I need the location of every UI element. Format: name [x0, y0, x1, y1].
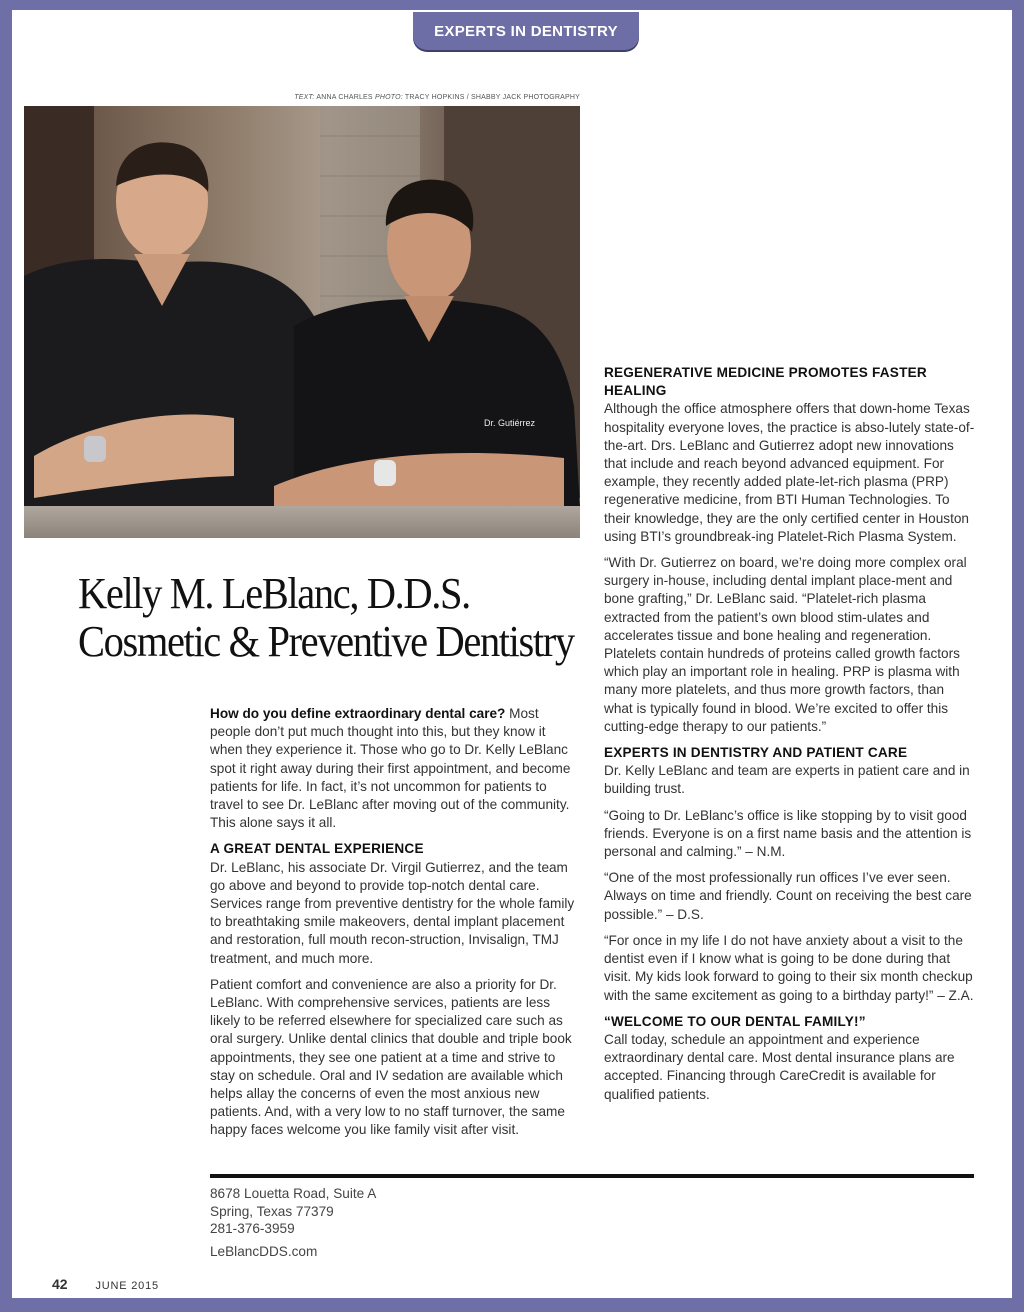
credit-text-label: TEXT:	[294, 94, 315, 101]
divider-rule	[210, 1174, 974, 1178]
address-city: Spring, Texas 77379	[210, 1203, 334, 1219]
scrub-embroidery: Dr. Gutiérrez	[484, 418, 536, 428]
paragraph-services: Dr. LeBlanc, his associate Dr. Virgil Gutierrez, and the team go above and beyond to provide top-notch dental care. Services range from preventive dentistry for the whole family to breathtaking smile makeovers, dental implant placement and restoration, full mouth recon-struction, Invisalign, TMJ treatment, and much more.	[210, 859, 575, 966]
section-tab-label: EXPERTS IN DENTISTRY	[434, 22, 618, 40]
dentists-illustration	[24, 106, 580, 538]
article-column-right	[604, 364, 976, 1112]
dentists-photo	[24, 106, 580, 538]
page-folio	[52, 1276, 159, 1292]
testimonial-nm: “Going to Dr. LeBlanc’s office is like stopping by to visit good friends. Everyone is on a first name basis and the attention is personal and calming.” – N.M.	[604, 807, 972, 860]
article-column-left	[210, 705, 578, 1148]
address-street: 8678 Louetta Road, Suite A	[210, 1186, 377, 1201]
paragraph-call-today: Call today, schedule an appointment and experience extraordinary dental care. Most dental insurance plans are accepted. Financing through CareCredit is available for qualified patients.	[604, 1031, 955, 1102]
headline-name: Kelly M. LeBlanc, D.D.S.	[78, 569, 470, 618]
credit-photo-label: PHOTO:	[374, 94, 403, 101]
subhead-welcome: “WELCOME TO OUR DENTAL FAMILY!”	[604, 1013, 866, 1029]
paragraph-prp-quote: “With Dr. Gutierrez on board, we’re doing more complex oral surgery in-house, including dental implant place-ment and bone grafting,” Dr. LeBlanc said. “Platelet-rich plasma extracted from the patient’s own blood stim-ulates and accelerates tissue and bone healing and regeneration. Platelets contain hundreds of proteins called growth factors which play an important role in healing. PRP is plasma with many more platelets, and thus more growth factors, than what is typically found in blood. We’re excited to offer this cutting-edge therapy to our patients.”	[604, 555, 967, 734]
photo-credit	[12, 94, 580, 101]
intro-text: Most people don’t put much thought into this, but they know it when they experience it. Those who go to Dr. Kelly LeBlanc spot it right away during their first appointment, and become patients for life. In fact, it’s not uncommon for patients to travel to see Dr. LeBlanc after moving out of the community. This alone says it all.	[210, 706, 571, 831]
headline-specialty: Cosmetic & Preventive Dentistry	[78, 617, 574, 666]
testimonial-za: “For once in my life I do not have anxiety about a visit to the dentist even if I know what is going to be done during that visit. My kids look forward to going to their six month checkup with the same excitement as going to a birthday party!” – Z.A.	[604, 932, 974, 1003]
subhead-great-experience: A GREAT DENTAL EXPERIENCE	[210, 841, 424, 857]
lead-question: How do you define extraordinary dental care?	[210, 706, 506, 721]
contact-phone: 281-376-3959	[210, 1221, 295, 1237]
intro-paragraph	[210, 705, 578, 832]
article-headline	[78, 570, 617, 666]
magazine-page	[12, 10, 1012, 1298]
paragraph-innovation: Although the office atmosphere offers that down-home Texas hospitality everyone loves, the practice is abso-lutely state-of-the-art. Drs. LeBlanc and Gutierrez adopt new innovations that include and reach beyond advanced equipment. For example, they recently added plate-let-rich plasma (PRP) regenerative medicine, from BTI Human Technologies. To their knowledge, they are the only certified center in Houston using BTI’s groundbreak-ing Platelet-Rich Plasma System.	[604, 401, 975, 544]
testimonial-ds: “One of the most professionally run offices I’ve ever seen. Always on time and friendly. Count on receiving the best care possible.” – D.S.	[604, 870, 972, 922]
page-number: 42	[52, 1276, 68, 1292]
subhead-regenerative: REGENERATIVE MEDICINE PROMOTES FASTER HEALING	[604, 365, 927, 399]
section-tab	[413, 12, 639, 50]
issue-date: JUNE 2015	[95, 1280, 159, 1292]
subhead-patient-care: EXPERTS IN DENTISTRY AND PATIENT CARE	[604, 745, 908, 761]
credit-photo-name: TRACY HOPKINS / SHABBY JACK PHOTOGRAPHY	[404, 94, 580, 101]
paragraph-trust: Dr. Kelly LeBlanc and team are experts in patient care and in building trust.	[604, 763, 970, 797]
contact-address	[210, 1185, 376, 1238]
credit-text-name: ANNA CHARLES	[316, 94, 373, 101]
paragraph-comfort: Patient comfort and convenience are also a priority for Dr. LeBlanc. With comprehensive services, patients are less likely to be referred elsewhere for specialized care such as oral surgery. Unlike dental clinics that double and triple book appointments, they see one patient at a time and strive to stay on schedule. Oral and IV sedation are available which helps allay the concerns of even the most anxious new patients. And, with a very low to no staff turnover, the same happy faces welcome you like family visit after visit.	[210, 976, 572, 1138]
website-link[interactable]: LeBlancDDS.com	[210, 1244, 318, 1259]
